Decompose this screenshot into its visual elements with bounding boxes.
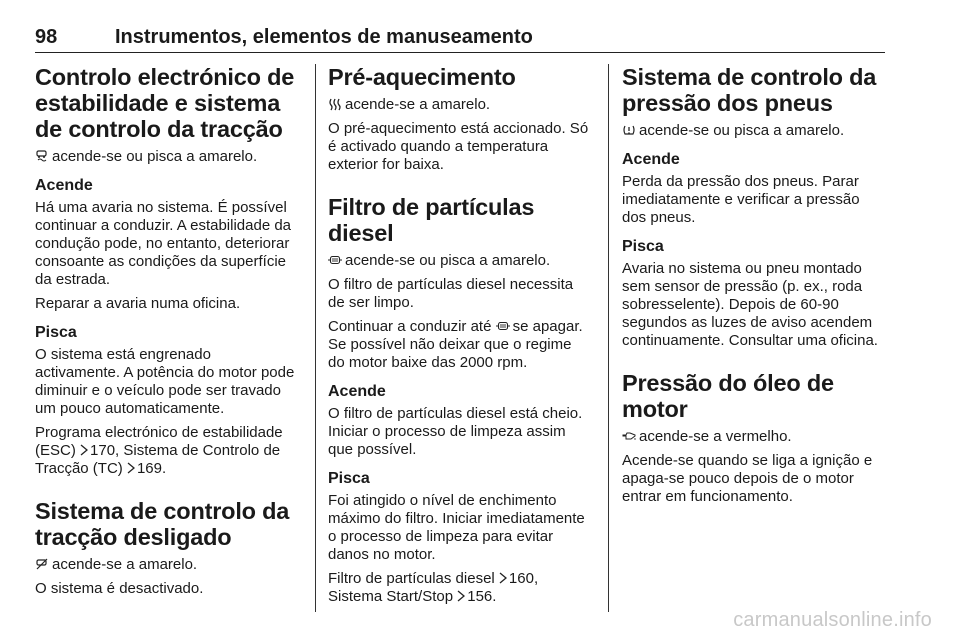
dpf-ref-text-c[interactable]: 156. bbox=[467, 588, 497, 605]
column-divider bbox=[315, 64, 316, 612]
diesel-filter-icon bbox=[328, 253, 342, 267]
esc-intro-text: acende-se ou pisca a amarelo. bbox=[52, 148, 258, 165]
page-ref-arrow-icon[interactable] bbox=[80, 444, 88, 456]
page-ref-arrow-icon[interactable] bbox=[127, 462, 135, 474]
chapter-title: Instrumentos, elementos de manuseamento bbox=[115, 26, 533, 48]
esc-acende-p1: Há uma avaria no sistema. É possível continuar a conduzir. A estabilidade da condução pode, no entanto, deteriorar consoante as condições da superfície da estrada. bbox=[35, 199, 292, 288]
esc-acende-p2: Reparar a avaria numa oficina. bbox=[35, 295, 241, 312]
dpf-ref-text-a: Filtro de partículas diesel bbox=[328, 570, 495, 587]
tpms-intro bbox=[622, 122, 886, 140]
section-title-esc: Controlo electrónico de estabilidade e sistema de controlo da tracção bbox=[35, 64, 295, 142]
esc-acende-heading: Acende bbox=[35, 177, 93, 194]
preheat-p: O pré-aquecimento está accionado. Só é activado quando a temperatura exterior for baixa. bbox=[328, 120, 589, 173]
dpf-cross-reference bbox=[328, 570, 592, 606]
oil-intro-text: acende-se a vermelho. bbox=[639, 428, 792, 445]
dpf-pisca-p: Foi atingido o nível de enchimento máximo do filtro. Iniciar imediatamente o processo de limpeza para evitar danos no motor. bbox=[328, 492, 585, 563]
tc-off-p: O sistema é desactivado. bbox=[35, 580, 204, 597]
dpf-p2-text-b: se apagar. Se possível não deixar que o regime do motor baixe das 2000 rpm. bbox=[328, 318, 583, 371]
dpf-p2 bbox=[328, 318, 592, 372]
dpf-pisca-heading: Pisca bbox=[328, 470, 370, 487]
page-ref-arrow-icon[interactable] bbox=[499, 572, 507, 584]
esc-pisca-p1: O sistema está engrenado activamente. A potência do motor pode diminuir e o veículo pode ser travado um pouco automaticamente. bbox=[35, 346, 295, 417]
tpms-pisca-heading: Pisca bbox=[622, 238, 664, 255]
section-title-tpms: Sistema de controlo da pressão dos pneus bbox=[622, 64, 877, 116]
esc-ref-text-c[interactable]: 169. bbox=[136, 460, 167, 477]
preheat-intro-text: acende-se a amarelo. bbox=[345, 96, 491, 113]
dpf-acende-heading: Acende bbox=[328, 383, 386, 400]
dpf-ref-text-b[interactable]: 160, Sistema Start/Stop bbox=[328, 570, 539, 605]
oil-p: Acende-se quando se liga a ignição e apaga-se pouco depois de o motor entrar em funcionamento. bbox=[622, 452, 873, 505]
tc-off-icon bbox=[35, 557, 49, 571]
dpf-p1: O filtro de partículas diesel necessita de ser limpo. bbox=[328, 276, 574, 311]
column-3 bbox=[622, 64, 886, 512]
esc-ref-text-b[interactable]: 170, Sistema de Controlo de Tracção (TC) bbox=[35, 442, 281, 477]
watermark: carmanualsonline.info bbox=[733, 609, 932, 631]
dpf-p2-text-a: Continuar a conduzir até bbox=[328, 318, 492, 335]
tire-pressure-icon bbox=[622, 123, 636, 137]
section-title-oil-pressure: Pressão do óleo de motor bbox=[622, 370, 834, 422]
page-header bbox=[35, 26, 885, 53]
tpms-acende-p: Perda da pressão dos pneus. Parar imediatamente e verificar a pressão dos pneus. bbox=[622, 173, 860, 226]
column-divider bbox=[608, 64, 609, 612]
page-ref-arrow-icon[interactable] bbox=[457, 590, 465, 602]
column-2 bbox=[328, 64, 592, 612]
dpf-intro-text: acende-se ou pisca a amarelo. bbox=[345, 252, 551, 269]
esc-pisca-heading: Pisca bbox=[35, 324, 77, 341]
oil-can-icon bbox=[622, 429, 636, 443]
diesel-filter-icon bbox=[496, 319, 510, 333]
esc-intro bbox=[35, 148, 299, 166]
dpf-intro bbox=[328, 252, 592, 270]
tpms-pisca-p: Avaria no sistema ou pneu montado sem sensor de pressão (p. ex., roda sobresselente). Depois de 60-90 segundos as luzes de aviso acendem continuamente. Consultar uma oficina. bbox=[622, 260, 878, 349]
tpms-intro-text: acende-se ou pisca a amarelo. bbox=[639, 122, 845, 139]
column-1 bbox=[35, 64, 299, 604]
dpf-acende-p: O filtro de partículas diesel está cheio. Iniciar o processo de limpeza assim que possível. bbox=[328, 405, 583, 458]
preheat-intro bbox=[328, 96, 592, 114]
tc-off-intro-text: acende-se a amarelo. bbox=[52, 556, 198, 573]
tpms-acende-heading: Acende bbox=[622, 151, 680, 168]
section-title-tc-off: Sistema de controlo da tracção desligado bbox=[35, 498, 290, 550]
tc-off-intro bbox=[35, 556, 299, 574]
esc-car-skid-icon bbox=[35, 149, 49, 163]
oil-intro bbox=[622, 428, 886, 446]
page-number: 98 bbox=[35, 26, 58, 48]
section-title-dpf: Filtro de partículas diesel bbox=[328, 194, 535, 246]
esc-ref-text-a: Programa electrónico de estabilidade (ESC) bbox=[35, 424, 283, 459]
section-title-preheat: Pré-aquecimento bbox=[328, 64, 516, 90]
glow-plug-icon bbox=[328, 97, 342, 111]
esc-cross-reference bbox=[35, 424, 299, 478]
